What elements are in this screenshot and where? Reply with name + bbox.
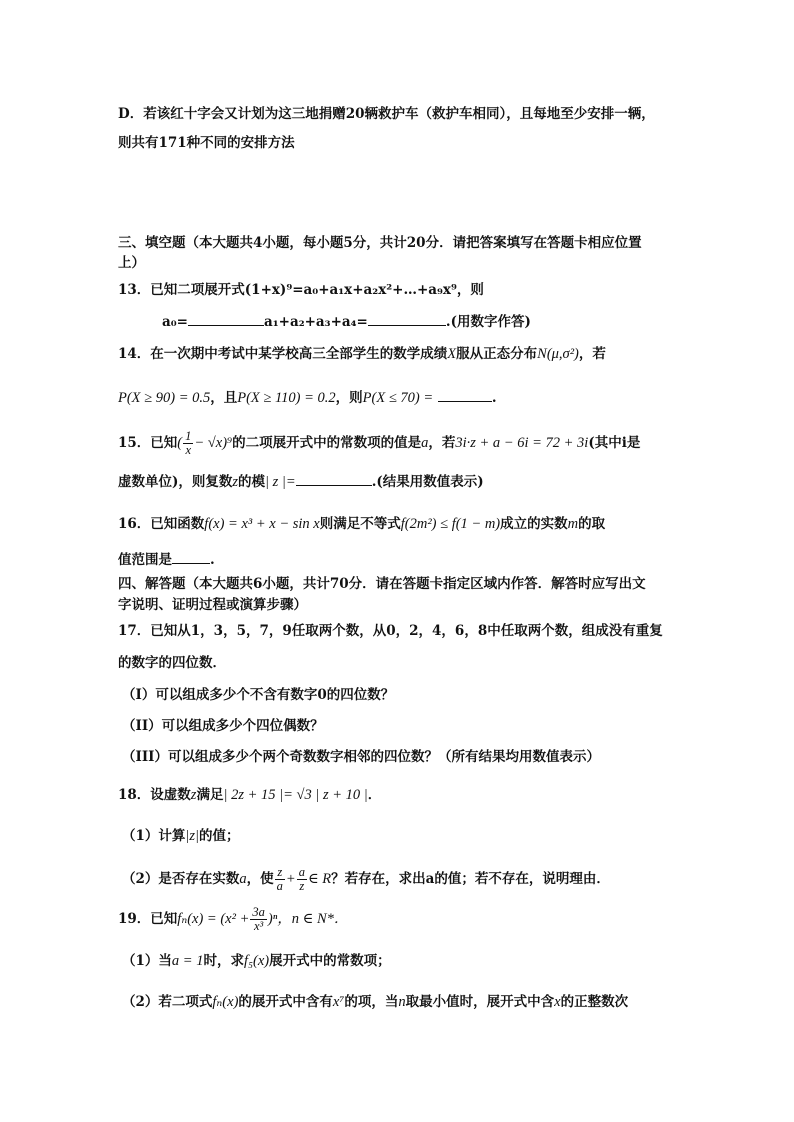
q15-line2-end: .(结果用数值表示) (371, 474, 484, 490)
q13-line1: 13．已知二项展开式(1+x)⁹=a₀+a₁x+a₂x²+…+a₉x⁹，则 (118, 282, 484, 298)
q19-part2-x: x (554, 994, 561, 1010)
q14-var-x: X (447, 346, 457, 362)
q18-fraction1: $\frac{z}{a}$ (276, 865, 283, 893)
q19-line1 (118, 906, 348, 933)
q18-var-z: z (190, 787, 197, 803)
q13-a0-blank (188, 311, 264, 326)
q18-mid: 满足 (196, 787, 224, 803)
q14-line1 (118, 344, 606, 364)
q17-part3: （III）可以组成多少个两个奇数数字相邻的四位数？（所有结果均用数值表示） (122, 749, 600, 765)
q18-in-r: ∈ R (307, 871, 332, 887)
q19-part1-cond: a = 1 (171, 953, 204, 969)
q15-expr: − √x)⁹ (194, 435, 233, 451)
q19-part1-pre: （1）当 (122, 953, 172, 969)
q15-condition: 3i·z + a − 6i = 72 + 3i (455, 435, 589, 451)
q19-condition: ，n ∈ N*． (277, 911, 349, 927)
q18-part1-pre: （1）计算 (122, 828, 186, 844)
q18-part2-pre: （2）是否存在实数 (122, 871, 240, 887)
q16-mid: 则满足不等式 (319, 516, 401, 532)
q14-end: . (491, 390, 497, 406)
q14-distribution: N(μ,σ²) (537, 346, 579, 362)
q18-fraction2: $\frac{a}{z}$ (298, 865, 305, 893)
q16-function: f(x) = x³ + x − sin x (204, 516, 320, 532)
q18-part2-end: ？若存在，求出a的值；若不存在，说明理由． (331, 871, 610, 887)
q19-func-post: )ⁿ (267, 911, 278, 927)
q15-var-a: a (421, 435, 429, 451)
q16-prefix: 16．已知函数 (118, 516, 205, 532)
q19-part2-n: n (398, 994, 406, 1010)
q15-fraction: $\frac{1}{x}$ (185, 429, 192, 457)
q18-part2-var: a (239, 871, 247, 887)
section3-header-line2: 上） (118, 255, 145, 271)
q16-blank (172, 549, 210, 564)
q19-func-pre: fₙ(x) = (x² + (177, 911, 250, 927)
q15-line1: 15．已知( $\frac{1}{x}$ − √x)⁹的二项展开式中的常数项的值是a，若3i·z + a − 6i = 72 + 3i(其中i是 (118, 429, 641, 457)
q14-p2: P(X ≥ 110) = 0.2 (237, 390, 336, 406)
q13-sum-blank (368, 311, 446, 326)
q18-part1-end: 的值； (199, 828, 240, 844)
q19-part1-func: f₅(x) (243, 953, 270, 969)
q19-part2-func: fₙ(x) (212, 994, 239, 1010)
q18-part2 (122, 866, 610, 893)
q15-line2 (118, 471, 484, 492)
q19-part2-mid3: 取最小值时，展开式中含 (405, 994, 555, 1010)
q19-part2-mid2: 的项，当 (344, 994, 399, 1010)
q16-end: 的取 (578, 516, 606, 532)
q16-inequality: f(2m²) ≤ f(1 − m) (400, 516, 501, 532)
section4-header-line2: 字说明、证明过程或演算步骤） (118, 597, 307, 613)
q14-and: ，且 (210, 390, 238, 406)
q15-prefix: 15．已知 (118, 435, 178, 451)
q14-text3: ，若 (578, 346, 606, 362)
q17-line2: 的数字的四位数． (118, 655, 226, 671)
q18-end: ． (367, 787, 382, 803)
q15-cond-pre: ，若 (428, 435, 456, 451)
q19-part2-mid: 的展开式中含有 (238, 994, 333, 1010)
q19-part2-pre: （2）若二项式 (122, 994, 213, 1010)
q18-part1-abs: |z| (185, 828, 200, 844)
section4-header-line1: 四、解答题（本大题共6小题，共计70分．请在答题卡指定区域内作答．解答时应写出文 (118, 576, 646, 592)
q15-mid: 的二项展开式中的常数项的值是 (232, 435, 422, 451)
q18-part2-mid: ，使 (246, 871, 274, 887)
q13-note: .(用数字作答) (445, 314, 531, 330)
q16-line2-text: 值范围是 (118, 552, 172, 568)
q15-cond-post: (其中i是 (588, 435, 641, 451)
q14-p3: P(X ≤ 70) = (362, 390, 434, 406)
q16-mid2: 成立的实数 (500, 516, 568, 532)
q13-a0-label: a₀= (162, 314, 188, 330)
q14-then: ，则 (335, 390, 363, 406)
q19-prefix: 19．已知 (118, 911, 178, 927)
q16-var-m: m (567, 516, 579, 532)
q14-text2: 服从正态分布 (456, 346, 538, 362)
q14-blank (438, 387, 492, 402)
section3-header-line1: 三、填空题（本大题共4小题，每小题5分，共计20分．请把答案填写在答题卡相应位置 (118, 235, 642, 251)
q15-line2-mid: 的模 (238, 474, 266, 490)
q18-condition: | 2z + 15 |= √3 | z + 10 | (223, 787, 368, 803)
q17-part2: （II）可以组成多少个四位偶数？ (122, 718, 324, 734)
q18-part1 (122, 826, 240, 846)
q15-var-z: z (232, 474, 239, 490)
q14-p1: P(X ≥ 90) = 0.5 (118, 390, 211, 406)
q18-line1 (118, 785, 381, 805)
q15-line2-pre: 虚数单位)，则复数 (118, 474, 233, 490)
q13-line2 (162, 311, 531, 332)
option-d-line1: D．若该红十字会又计划为这三地捐赠20辆救护车（救护车相同），且每地至少安排一辆， (118, 106, 655, 122)
q14-line2 (118, 387, 497, 408)
q13-sum-label: a₁+a₂+a₃+a₄= (263, 314, 368, 330)
q16-line1 (118, 514, 605, 534)
q15-blank (296, 471, 372, 486)
q18-prefix: 18．设虚数 (118, 787, 191, 803)
q19-part2-end: 的正整数次 (560, 994, 629, 1010)
q15-abs-z: | z |= (265, 474, 296, 490)
q16-line2 (118, 549, 215, 570)
q19-part2 (122, 992, 628, 1012)
q19-part2-term: x⁷ (332, 994, 345, 1010)
q18-plus: + (285, 871, 296, 887)
q17-part1: （I）可以组成多少个不含有数字0的四位数？ (122, 687, 395, 703)
q16-line2-end: . (210, 552, 215, 568)
q19-part1 (122, 951, 391, 971)
q17-line1: 17．已知从1，3，5，7，9任取两个数，从0，2，4，6，8中任取两个数，组成没有重复 (118, 623, 663, 639)
q19-part1-mid: 时，求 (203, 953, 244, 969)
option-d-line2: 则共有171种不同的安排方法 (118, 135, 295, 151)
q19-part1-end: 展开式中的常数项； (269, 953, 391, 969)
q14-text: 14．在一次期中考试中某学校高三全部学生的数学成绩 (118, 346, 448, 362)
q19-fraction: $\frac{3a}{\text{x³}}$ (252, 905, 265, 933)
